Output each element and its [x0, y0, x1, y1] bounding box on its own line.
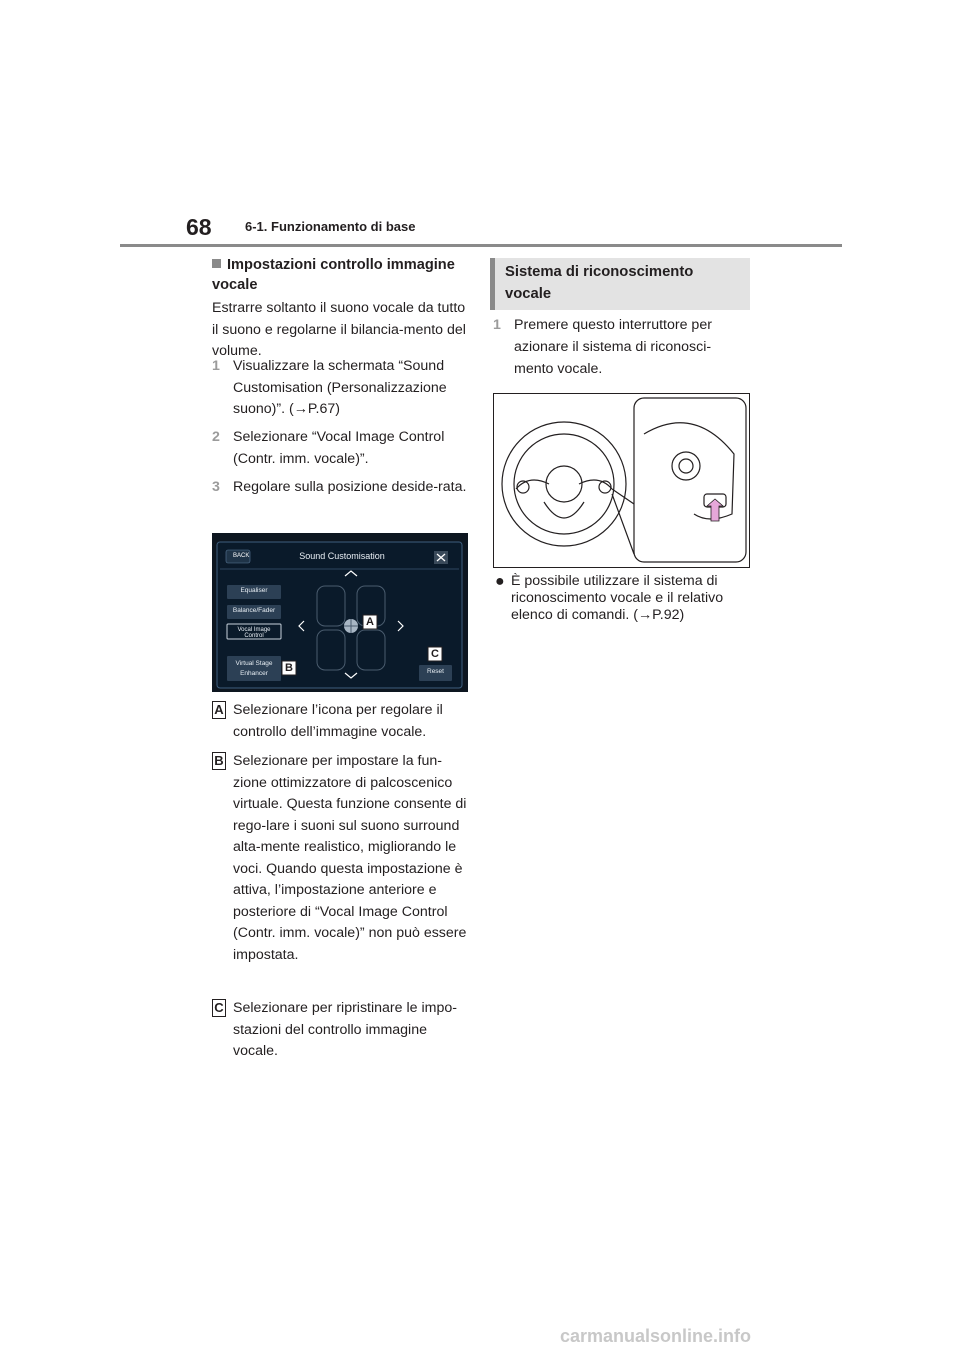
intro-paragraph: Estrarre soltanto il suono vocale da tutto il suono e regolarne il bilancia-mento del volume.: [212, 300, 466, 359]
header-rule: [120, 244, 842, 247]
reset-button[interactable]: Reset: [427, 668, 444, 675]
page-number: 68: [186, 214, 212, 240]
vocal-image-control-button[interactable]: Vocal Image Control: [237, 627, 271, 639]
badge-b: B: [212, 752, 226, 770]
badge-a: A: [212, 701, 226, 719]
back-button[interactable]: BACK: [233, 553, 250, 559]
step-text: Selezionare “Vocal Image Control (Contr. imm. vocale)”.: [233, 429, 445, 467]
step-number: 1: [212, 358, 220, 374]
badge-c: C: [212, 999, 226, 1017]
screen-title: Sound Customisation: [299, 551, 385, 561]
step-text: Visualizzare la schermata “Sound Customisation (Personalizzazione suono)”. (→P.67): [233, 358, 447, 417]
subheading: [212, 255, 472, 295]
step-number: 3: [212, 479, 220, 495]
bullet-dot-icon: ●: [495, 573, 505, 590]
step-3: [212, 477, 472, 521]
subheading-text: Impostazioni controllo immagine vocale: [212, 257, 455, 293]
vse-line1[interactable]: Virtual Stage: [235, 660, 273, 667]
vse-line2[interactable]: Enhancer: [240, 670, 268, 677]
step-text: Regolare sulla posizione deside-rata.: [233, 479, 467, 495]
callout-text-c: Selezionare per ripristinare le impo-stazioni del controllo immagine vocale.: [233, 1000, 457, 1059]
step-1: [212, 356, 472, 422]
close-icon[interactable]: [437, 552, 445, 562]
section-box-title: Sistema di riconoscimento vocale: [505, 264, 694, 302]
bullet-text: È possibile utilizzare il sistema di riconoscimento vocale e il relativo elenco di comandi. (→P.92): [511, 573, 724, 623]
sound-customisation-screenshot: [212, 533, 468, 692]
watermark: carmanualsonline.info: [560, 1326, 752, 1346]
balance-fader-button[interactable]: Balance/Fader: [232, 607, 276, 614]
callout-text-b: Selezionare per impostare la fun-zione ottimizzatore di palcoscenico virtuale. Questa funzione consente di rego-lare i suoni sul suono surround alta-mente realistico, migliorando le voci. Quando questa impostazione è attiva, l’impostazione anteriore e posteriore di “Vocal Image Control (Contr. imm. vocale)” non può essere impostata.: [233, 753, 467, 963]
callout-c: C: [431, 648, 439, 660]
section-box: [490, 258, 750, 310]
step-number: 1: [493, 317, 501, 333]
equaliser-button[interactable]: Equaliser: [240, 587, 268, 594]
section-title: 6-1. Funzionamento di base: [245, 219, 416, 234]
callout-a: A: [366, 616, 374, 628]
step-text: Premere questo interruttore per azionare il sistema di riconosci-mento vocale.: [514, 317, 712, 377]
callout-text-a: Selezionare l’icona per regolare il controllo dell’immagine vocale.: [233, 702, 443, 740]
callout-b: B: [285, 662, 293, 674]
square-bullet-icon: [212, 259, 221, 268]
steering-wheel-illustration: [493, 393, 750, 568]
step-2: [212, 427, 472, 471]
step-number: 2: [212, 429, 220, 445]
steering-wheel-svg: [494, 394, 749, 567]
